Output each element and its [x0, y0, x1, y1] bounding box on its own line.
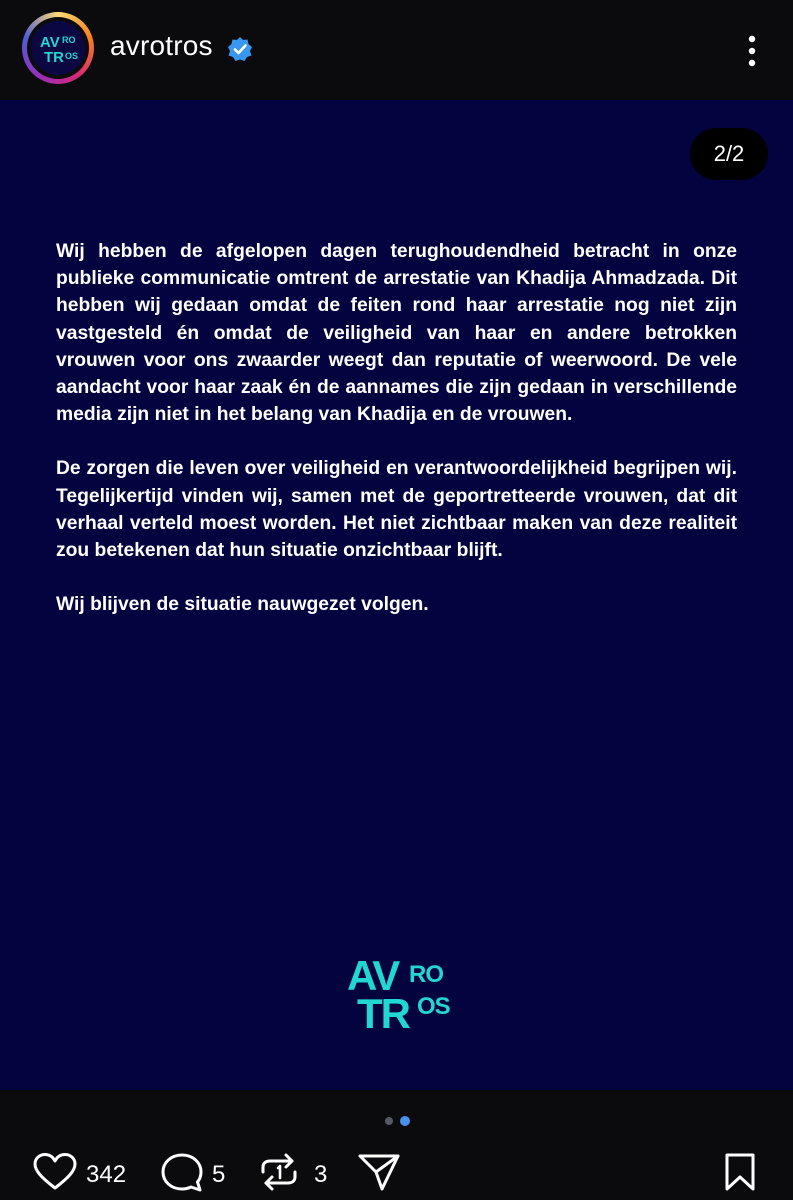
like-count[interactable]: 342 [86, 1161, 127, 1188]
comment-count[interactable]: 5 [212, 1161, 226, 1188]
avatar-logo-os: OS [65, 51, 79, 61]
logo-tr: TR [357, 990, 409, 1035]
avatar-logo-tr: TR [44, 49, 64, 66]
slide-counter: 2/2 [690, 128, 768, 180]
avatar-logo-av: AV [40, 34, 60, 51]
post-statement [56, 238, 737, 645]
statement-paragraph: De zorgen die leven over veiligheid en verantwoordelijkheid begrijpen wij. Tegelijkertijd vinden wij, samen met de geportretteerde vrouwen, dat dit verhaal verteld moest worden. Het niet zichtbaar maken van deze realiteit zou betekenen dat hun situatie onzichtbaar blijft. [56, 458, 737, 562]
share-icon[interactable] [356, 1152, 402, 1192]
repost-count[interactable]: 3 [314, 1161, 328, 1188]
post-actions-bar [0, 1090, 793, 1200]
statement-paragraph: Wij blijven de situatie nauwgezet volgen. [56, 594, 429, 616]
logo-ro: RO [409, 961, 443, 988]
verified-icon [227, 36, 253, 62]
logo-av: AV [347, 952, 399, 999]
avatar-logo-ro: RO [62, 35, 76, 45]
avrotros-logo [343, 950, 453, 1035]
bookmark-icon[interactable] [722, 1152, 758, 1192]
repost-icon[interactable] [258, 1152, 300, 1192]
pagination-dot-active[interactable] [400, 1116, 410, 1126]
avatar-logo [31, 21, 85, 75]
avatar[interactable] [22, 12, 94, 84]
heart-icon[interactable] [32, 1152, 78, 1192]
logo-os: OS [417, 993, 450, 1020]
comment-icon[interactable] [160, 1152, 206, 1192]
carousel-slide[interactable] [0, 100, 793, 1090]
username[interactable]: avrotros [110, 30, 213, 61]
more-icon[interactable] [740, 34, 764, 68]
pagination-dot[interactable] [385, 1117, 393, 1125]
post-header [0, 0, 793, 100]
statement-paragraph: Wij hebben de afgelopen dagen terughoudendheid betracht in onze publieke communicatie omtrent de arrestatie van Khadija Ahmadzada. Dit hebben wij gedaan omdat de feiten rond haar arrestatie nog niet zijn vastgesteld én omdat de veiligheid van haar en andere betrokken vrouwen voor ons zwaarder weegt dan reputatie of weerwoord. De vele aandacht voor haar zaak én de aannames die zijn gedaan in verschillende media zijn niet in het belang van Khadija en de vrouwen. [56, 241, 737, 426]
